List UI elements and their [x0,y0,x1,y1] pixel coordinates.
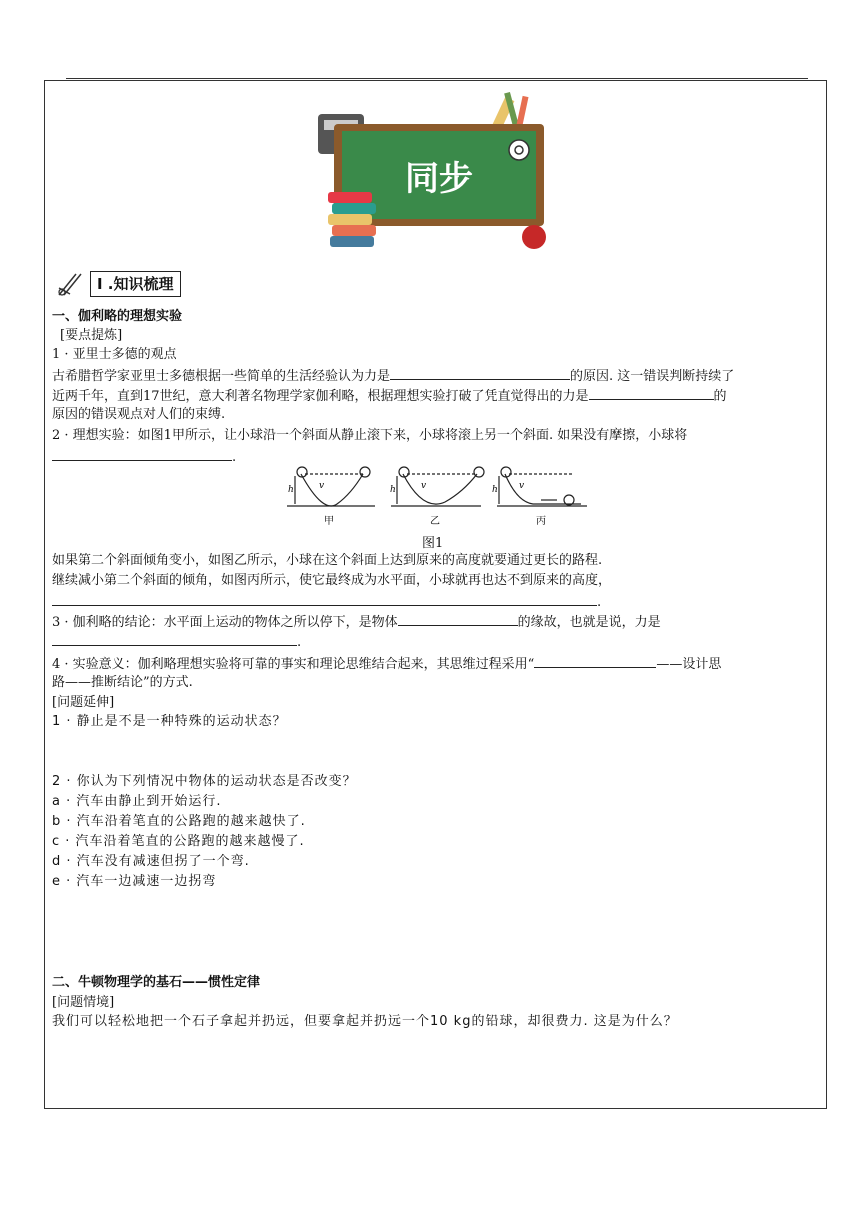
svg-text:h: h [492,485,498,495]
point4-text-2: 路——推断结论”的方式. [52,675,193,690]
situation-label: [问题情境] [52,995,115,1010]
paragraph-bing-2: . [52,592,601,612]
point4-text: 4 · 实验意义：伽利略理想实验将可靠的事实和理论思维结合起来，其思维过程采用“ ——设计思 [52,654,721,674]
option-b: b · 汽车沿着笔直的公路跑的越来越快了. [52,814,306,829]
figure-caption: 图1 [422,536,444,551]
figure-1 [283,464,593,530]
banner-title: 同步 [405,159,473,199]
key-points-label: [要点提炼] [60,328,123,343]
point1-text-3: 原因的错误观点对人们的束缚. [52,407,226,422]
point2-text-2: . [52,447,236,467]
option-d: d · 汽车没有减速但拐了一个弯. [52,854,250,869]
section-header [56,270,181,298]
answer-blank[interactable] [398,612,518,626]
svg-text:v: v [421,481,427,491]
svg-text:v: v [319,481,325,491]
svg-text:h: h [288,485,294,495]
extension-label: [问题延伸] [52,695,115,710]
answer-blank[interactable] [52,447,232,461]
option-c: c · 汽车沿着笔直的公路跑的越来越慢了. [52,834,305,849]
paragraph-yi: 如果第二个斜面倾角变小，如图乙所示，小球在这个斜面上达到原来的高度就要通过更长的路程. [52,553,603,568]
answer-blank[interactable] [52,632,297,646]
point1-title: 1 · 亚里士多德的观点 [52,347,177,362]
part1-heading: 一、伽利略的理想实验 [52,309,183,324]
figure-label-bing: 丙 [536,516,546,527]
blackboard-banner [318,92,553,252]
option-a: a · 汽车由静止到开始运行. [52,794,222,809]
question-1: 1 · 静止是不是一种特殊的运动状态？ [52,714,287,729]
apple-icon [522,225,546,249]
point1-text-2: 近两千年，直到17世纪，意大利著名物理学家伽利略，根据理想实验打破了凭直觉得出的力是 的 [52,386,727,406]
figure-label-yi: 乙 [430,516,440,527]
point3-text-2: . [52,632,301,652]
question-2: 2 · 你认为下列情况中物体的运动状态是否改变？ [52,774,357,789]
svg-text:h: h [390,485,396,495]
answer-blank[interactable] [390,366,570,380]
point2-text: 2 · 理想实验：如图1甲所示，让小球沿一个斜面从静止滚下来，小球将滚上另一个斜面. 如果没有摩擦，小球将 [52,428,688,443]
top-rule [66,78,808,79]
tools-icon [56,270,86,298]
badge-icon [509,140,529,160]
answer-blank[interactable] [52,592,597,606]
answer-blank[interactable] [534,654,656,668]
paragraph-bing: 继续减小第二个斜面的倾角，如图丙所示，使它最终成为水平面，小球就再也达不到原来的高度， [52,573,612,588]
point3-text: 3 · 伽利略的结论：水平面上运动的物体之所以停下，是物体 的缘故，也就是说，力是 [52,612,661,632]
part2-heading: 二、牛顿物理学的基石——惯性定律 [52,975,261,990]
point1-text: 古希腊哲学家亚里士多德根据一些简单的生活经验认为力是 的原因. 这一错误判断持续了 [52,366,734,386]
part2-question: 我们可以轻松地把一个石子拿起并扔远，但要拿起并扔远一个10 kg的铅球，却很费力. 这是为什么？ [52,1014,678,1029]
figure-label-jia: 甲 [324,516,334,527]
svg-text:v: v [519,481,525,491]
section-title: I .知识梳理 [90,271,181,297]
option-e: e · 汽车一边减速一边拐弯 [52,874,217,889]
answer-blank[interactable] [589,386,714,400]
books-icon [328,192,376,247]
